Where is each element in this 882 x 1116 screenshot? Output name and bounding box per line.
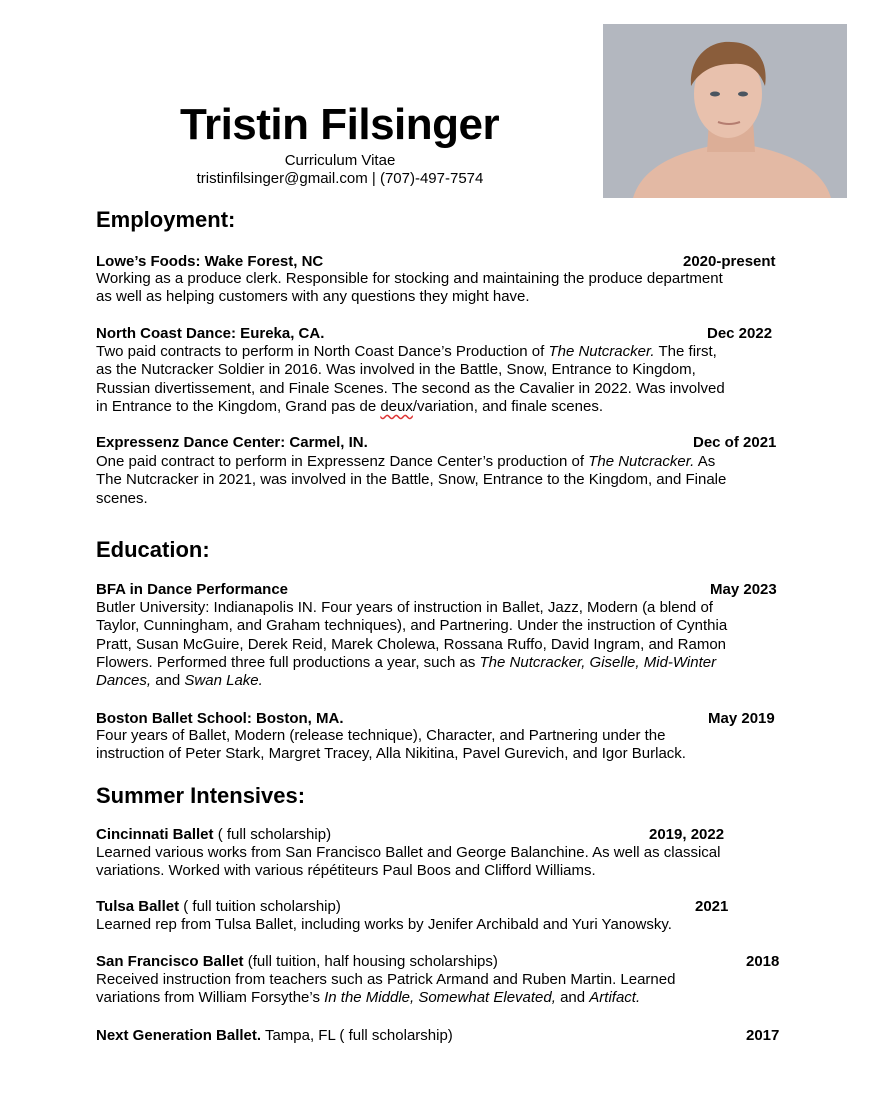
- text-line: Four years of Ballet, Modern (release technique), Character, and Partnering under the: [96, 727, 666, 744]
- job-title: North Coast Dance: Eureka, CA.: [96, 325, 325, 342]
- italic-title: The Nutcracker.: [588, 453, 695, 470]
- job-date: 2020-present: [683, 253, 776, 270]
- job-description: [96, 343, 796, 416]
- text-span: in Entrance to the Kingdom, Grand pas de: [96, 397, 381, 415]
- profile-photo: [603, 24, 847, 198]
- text-line: Pratt, Susan McGuire, Derek Reid, Marek Cholewa, Rossana Ruffo, David Ingram, and Ramon: [96, 635, 726, 653]
- intensive-title: Cincinnati Ballet: [96, 826, 214, 843]
- job-date: Dec 2022: [707, 325, 773, 342]
- text-span: The first,: [654, 343, 717, 360]
- intensive-title: Tulsa Ballet: [96, 898, 180, 915]
- text-line: variations. Worked with various répétiteurs Paul Boos and Clifford Williams.: [96, 862, 596, 880]
- intensive-heading-line: [96, 898, 341, 915]
- intensive-description: [96, 916, 796, 934]
- intensive-date: 2021: [695, 898, 729, 915]
- text-line: Learned various works from San Francisco Ballet and George Balanchine. As well as classical: [96, 844, 721, 861]
- education-heading: Education:: [96, 537, 210, 562]
- degree-description: [96, 599, 796, 690]
- school-description: [96, 727, 796, 764]
- degree-date: May 2023: [710, 581, 777, 598]
- job-description: [96, 453, 796, 508]
- italic-title: Dances,: [96, 672, 152, 690]
- intensive-note: ( full scholarship): [213, 826, 332, 843]
- intensive-date: 2018: [746, 953, 780, 970]
- contact-line: tristinfilsinger@gmail.com | (707)-497-7574: [196, 170, 484, 187]
- job-description: [96, 270, 796, 307]
- text-line: instruction of Peter Stark, Margret Tracey, Alla Nikitina, Pavel Gurevich, and Igor Burlack.: [96, 745, 686, 763]
- intensive-description: [96, 844, 796, 881]
- intensive-description: [96, 971, 796, 1008]
- italic-title: The Nutcracker.: [548, 343, 655, 360]
- text-line: The Nutcracker in 2021, was involved in the Battle, Snow, Entrance to the Kingdom, and Finale: [96, 471, 727, 489]
- employment-heading: Employment:: [96, 207, 236, 232]
- text-line: Received instruction from teachers such as Patrick Armand and Ruben Martin. Learned: [96, 971, 676, 988]
- spellcheck-word: deux: [380, 397, 413, 415]
- job-date: Dec of 2021: [693, 434, 777, 451]
- text-span: Two paid contracts to perform in North Coast Dance’s Production of: [96, 343, 549, 360]
- text-line: as the Nutcracker Soldier in 2016. Was involved in the Battle, Snow, Entrance to Kingdom,: [96, 361, 696, 379]
- italic-title: In the Middle, Somewhat Elevated,: [324, 989, 556, 1007]
- job-title: Expressenz Dance Center: Carmel, IN.: [96, 434, 368, 451]
- text-span: As: [694, 453, 716, 470]
- job-title: Lowe’s Foods: Wake Forest, NC: [96, 253, 324, 270]
- intensive-note: ( full tuition scholarship): [179, 898, 341, 915]
- text-span: and: [151, 672, 185, 690]
- text-span: and: [555, 989, 590, 1007]
- text-span: One paid contract to perform in Expressenz Dance Center’s production of: [96, 453, 589, 470]
- text-line: Taylor, Cunningham, and Graham techniques), and Partnering. Under the instruction of Cynthia: [96, 617, 728, 635]
- intensive-heading-line: [96, 953, 498, 970]
- text-span: variations from William Forsythe’s: [96, 989, 325, 1007]
- intensives-heading: Summer Intensives:: [96, 783, 306, 808]
- person-name: Tristin Filsinger: [180, 100, 500, 149]
- text-line: scenes.: [96, 489, 148, 507]
- italic-title: Swan Lake.: [184, 672, 263, 690]
- degree-title: BFA in Dance Performance: [96, 581, 289, 598]
- intensive-note: Tampa, FL ( full scholarship): [261, 1027, 453, 1044]
- italic-title: The Nutcracker, Giselle, Mid-Winter: [479, 653, 717, 671]
- text-span: Flowers. Performed three full productions a year, such as: [96, 653, 480, 671]
- intensive-title: Next Generation Ballet.: [96, 1027, 262, 1044]
- text-line: Learned rep from Tulsa Ballet, including works by Jenifer Archibald and Yuri Yanowsky.: [96, 916, 672, 933]
- school-title: Boston Ballet School: Boston, MA.: [96, 710, 344, 727]
- italic-title: Artifact.: [589, 989, 641, 1007]
- intensive-heading-line: [96, 826, 331, 843]
- text-line: Working as a produce clerk. Responsible for stocking and maintaining the produce department: [96, 270, 723, 287]
- text-line: as well as helping customers with any questions they might have.: [96, 288, 530, 306]
- intensive-note: (full tuition, half housing scholarships): [243, 953, 498, 970]
- school-date: May 2019: [708, 710, 775, 727]
- text-line: Butler University: Indianapolis IN. Four years of instruction in Ballet, Jazz, Modern (a blend of: [96, 599, 713, 616]
- intensive-date: 2017: [746, 1027, 780, 1044]
- text-line: Russian divertissement, and Finale Scenes. The second as the Cavalier in 2022. Was involved: [96, 379, 725, 397]
- intensive-heading-line: [96, 1027, 453, 1044]
- text-span: /variation, and finale scenes.: [412, 397, 603, 415]
- intensive-title: San Francisco Ballet: [96, 953, 244, 970]
- intensive-date: 2019, 2022: [649, 826, 725, 843]
- cv-subtitle: Curriculum Vitae: [284, 152, 396, 169]
